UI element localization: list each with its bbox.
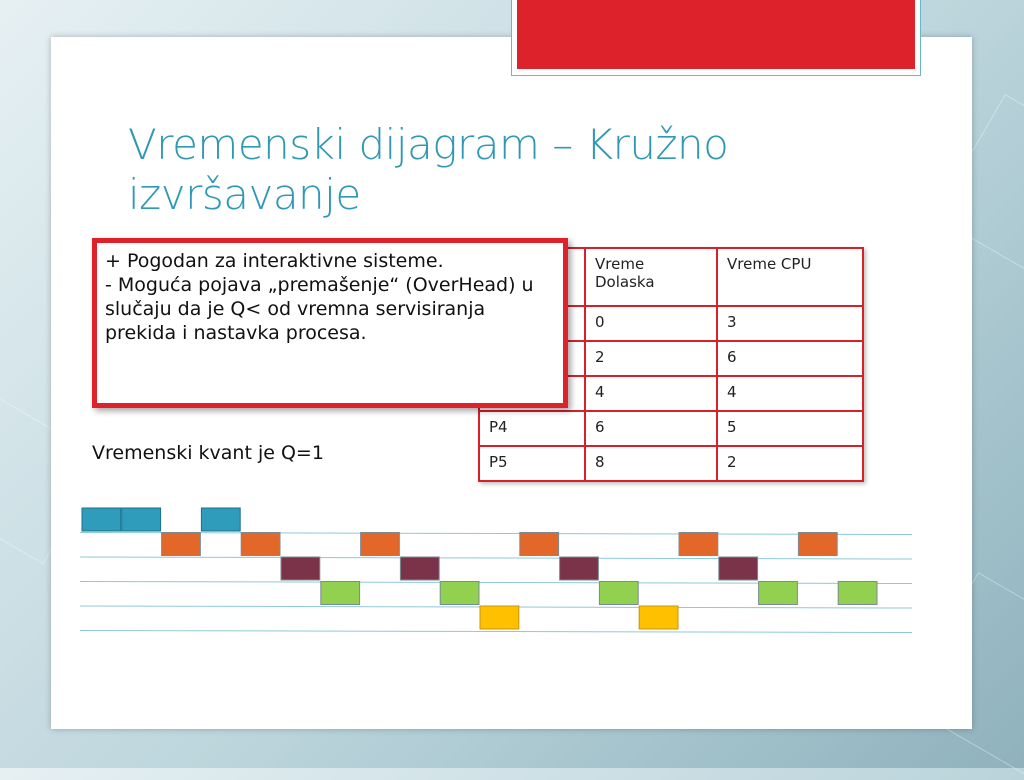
gantt-slot-p2 — [241, 533, 280, 556]
table-cell: 5 — [717, 411, 863, 446]
table-cell: 4 — [585, 376, 717, 411]
gantt-lane-line — [80, 631, 912, 633]
gantt-slot-p2 — [162, 533, 201, 556]
gantt-slot-p4 — [759, 582, 798, 605]
table-cell: 6 — [717, 341, 863, 376]
gantt-slot-p2 — [679, 533, 718, 556]
gantt-slot-p3 — [400, 557, 439, 580]
gantt-slot-p3 — [719, 557, 758, 580]
table-cell: 6 — [585, 411, 717, 446]
gantt-slot-p4 — [599, 582, 638, 605]
callout-line-con: - Moguća pojava „premašenje“ (OverHead) u slučaju da je Q< od vremna servisiranja prekida i nastavka procesa. — [105, 274, 534, 344]
gantt-slot-p1 — [122, 508, 161, 531]
gantt-slot-p3 — [281, 557, 320, 580]
table-cell: 4 — [717, 376, 863, 411]
table-cell: P5 — [479, 446, 585, 481]
gantt-lane-line — [80, 557, 912, 559]
table-cell: 2 — [585, 341, 717, 376]
gantt-slot-p4 — [321, 582, 360, 605]
table-cell: P4 — [479, 411, 585, 446]
table-cell: 8 — [585, 446, 717, 481]
gantt-slot-p4 — [440, 582, 479, 605]
gantt-slot-p1 — [82, 508, 121, 531]
table-header-cell: Vreme CPU — [717, 248, 863, 306]
gantt-slot-p5 — [639, 606, 678, 629]
gantt-lane-line — [80, 533, 912, 535]
gantt-slot-p1 — [201, 508, 240, 531]
table-cell: 3 — [717, 306, 863, 341]
gantt-slot-p2 — [798, 533, 837, 556]
table-cell: 0 — [585, 306, 717, 341]
gantt-slot-p5 — [480, 606, 519, 629]
gantt-slot-p2 — [520, 533, 559, 556]
table-header-cell: Vreme Dolaska — [585, 248, 717, 306]
gantt-slot-p3 — [560, 557, 599, 580]
quantum-label: Vremenski kvant je Q=1 — [92, 442, 324, 464]
slide-title: Vremenski dijagram – Kružno izvršavanje — [128, 120, 729, 219]
table-cell: 2 — [717, 446, 863, 481]
callout-line-pro: + Pogodan za interaktivne sisteme. — [105, 250, 444, 272]
gantt-slot-p2 — [361, 533, 400, 556]
gantt-slot-p4 — [838, 582, 877, 605]
